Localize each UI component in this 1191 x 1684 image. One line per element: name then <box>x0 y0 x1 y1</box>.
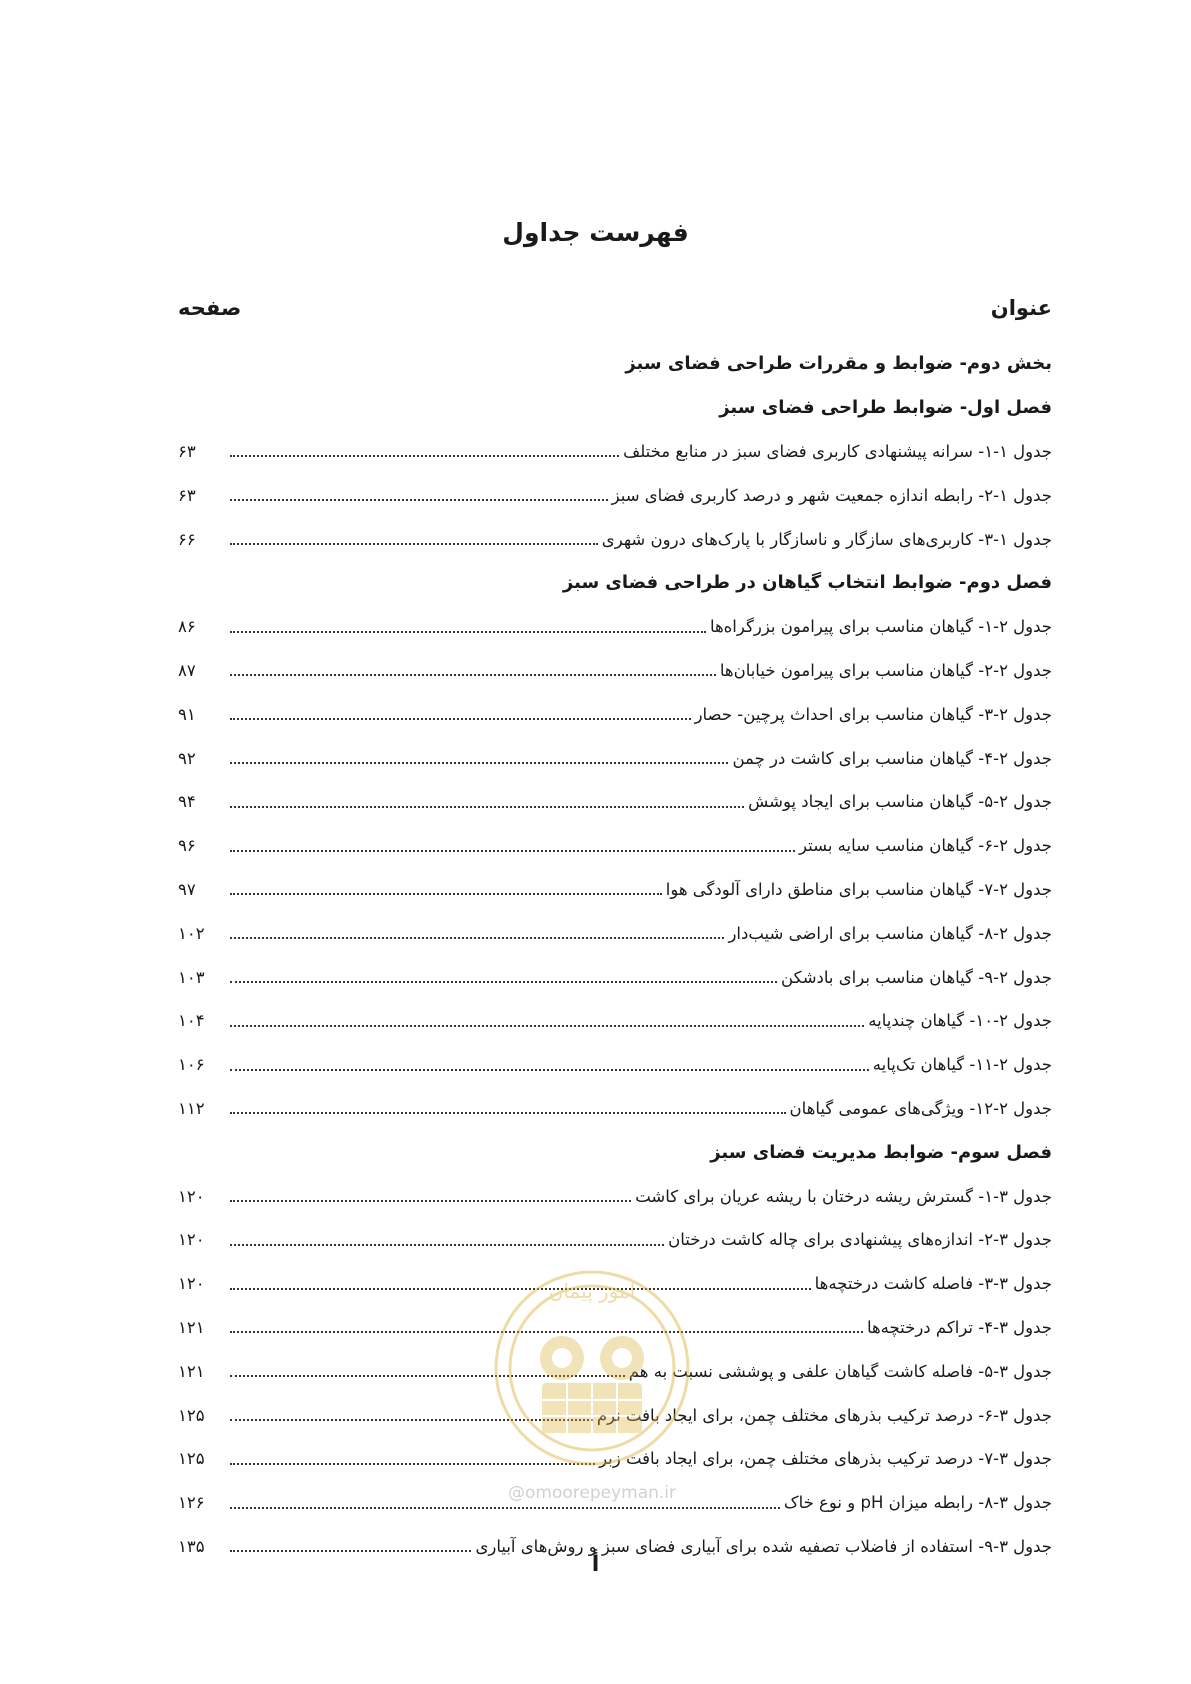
entry-title: جدول ۲-۷- گیاهان مناسب برای مناطق دارای آلودگی هوا <box>665 879 1052 899</box>
entry-page-number: ۹۷ <box>178 879 196 899</box>
entry-title: جدول ۳-۶- درصد ترکیب بذرهای مختلف چمن، برای ایجاد بافت نرم <box>596 1405 1052 1425</box>
entry-page-number: ۱۰۴ <box>178 1011 205 1031</box>
entry-title: جدول ۳-۳- فاصله کاشت درختچه‌ها <box>814 1274 1052 1294</box>
dot-leader <box>230 1375 625 1377</box>
dot-leader <box>230 806 744 808</box>
entry-title: جدول ۳-۴- تراکم درختچه‌ها <box>866 1317 1052 1337</box>
toc-entry <box>178 736 1052 780</box>
table-of-tables-list <box>178 342 1052 1568</box>
entry-title: جدول ۲-۹- گیاهان مناسب برای بادشکن <box>781 967 1052 987</box>
entry-title: جدول ۱-۲- رابطه اندازه جمعیت شهر و درصد کاربری فضای سبز <box>611 485 1052 505</box>
dot-leader <box>230 850 795 852</box>
dot-leader <box>230 455 619 457</box>
entry-page-number: ۱۲۵ <box>178 1449 205 1469</box>
dot-leader <box>230 937 724 939</box>
entry-page-number: ۱۰۳ <box>178 967 205 987</box>
dot-leader <box>230 1331 863 1333</box>
page-column-label: صفحه <box>178 296 242 320</box>
dot-leader <box>230 1507 780 1509</box>
dot-leader <box>230 499 608 501</box>
toc-entry <box>178 1481 1052 1525</box>
toc-entry <box>178 517 1052 561</box>
entry-title: جدول ۲-۱۲- ویژگی‌های عمومی گیاهان <box>789 1098 1052 1118</box>
entry-title: جدول ۲-۵- گیاهان مناسب برای ایجاد پوشش <box>748 792 1052 812</box>
toc-entry <box>178 1306 1052 1350</box>
toc-entry <box>178 824 1052 868</box>
entry-page-number: ۸۶ <box>178 617 196 637</box>
entry-page-number: ۱۳۵ <box>178 1536 205 1556</box>
dot-leader <box>230 1419 593 1421</box>
toc-entry <box>178 911 1052 955</box>
entry-title: جدول ۲-۳- گیاهان مناسب برای احداث پرچین- حصار <box>694 704 1052 724</box>
toc-entry <box>178 473 1052 517</box>
entry-title: جدول ۳-۸- رابطه میزان pH و نوع خاک <box>783 1493 1052 1513</box>
entry-page-number: ۱۲۱ <box>178 1317 205 1337</box>
dot-leader <box>230 1112 786 1114</box>
entry-title: جدول ۱-۳- کاربری‌های سازگار و ناسازگار با پارک‌های درون شهری <box>601 529 1052 549</box>
entry-page-number: ۱۲۵ <box>178 1405 205 1425</box>
page-number: أ <box>591 1552 600 1577</box>
entry-title: جدول ۲-۱۱- گیاهان تک‌پایه <box>872 1055 1052 1075</box>
dot-leader <box>230 1288 811 1290</box>
dot-leader <box>230 893 662 895</box>
dot-leader <box>230 543 598 545</box>
entry-title: جدول ۲-۲- گیاهان مناسب برای پیرامون خیابان‌ها <box>719 660 1052 680</box>
entry-title: جدول ۲-۶- گیاهان مناسب سایه بستر <box>799 836 1052 856</box>
dot-leader <box>230 674 716 676</box>
watermark-url: @omoorepeyman.ir <box>507 1483 677 1503</box>
toc-entry <box>178 955 1052 999</box>
entry-page-number: ۹۶ <box>178 836 196 856</box>
entry-page-number: ۸۷ <box>178 660 196 680</box>
entry-title: جدول ۳-۲- اندازه‌های پیشنهادی برای چاله کاشت درختان <box>668 1230 1052 1250</box>
dot-leader <box>230 1025 864 1027</box>
toc-entry <box>178 1437 1052 1481</box>
entry-page-number: ۱۲۶ <box>178 1493 205 1513</box>
entry-page-number: ۶۶ <box>178 529 196 549</box>
entry-page-number: ۱۱۲ <box>178 1098 205 1118</box>
title-column-label: عنوان <box>990 296 1052 320</box>
entry-title: جدول ۲-۱- گیاهان مناسب برای پیرامون بزرگراه‌ها <box>709 617 1052 637</box>
entry-page-number: ۱۲۱ <box>178 1361 205 1381</box>
dot-leader <box>230 718 691 720</box>
section-heading: فصل دوم- ضوابط انتخاب گیاهان در طراحی فضای سبز <box>562 572 1052 594</box>
entry-page-number: ۱۲۰ <box>178 1274 205 1294</box>
watermark-arc-text: امور پیمان <box>548 1279 636 1303</box>
entry-page-number: ۱۲۰ <box>178 1186 205 1206</box>
toc-entry <box>178 1087 1052 1131</box>
entry-page-number: ۹۱ <box>178 704 196 724</box>
entry-title: جدول ۲-۸- گیاهان مناسب برای اراضی شیب‌دار <box>728 923 1052 943</box>
toc-entry <box>178 1218 1052 1262</box>
dot-leader <box>230 762 728 764</box>
toc-entry <box>178 1174 1052 1218</box>
entry-page-number: ۹۲ <box>178 748 196 768</box>
entry-title: جدول ۳-۵- فاصله کاشت گیاهان علفی و پوششی نسبت به هم <box>628 1361 1052 1381</box>
entry-page-number: ۱۰۶ <box>178 1055 205 1075</box>
entry-title: جدول ۳-۹- استفاده از فاضلاب تصفیه شده برای آبیاری فضای سبز و روش‌های آبیاری <box>475 1536 1052 1556</box>
entry-title: جدول ۲-۱۰- گیاهان چندپایه <box>868 1011 1052 1031</box>
entry-page-number: ۹۴ <box>178 792 196 812</box>
section-heading: بخش دوم- ضوابط و مقررات طراحی فضای سبز <box>625 353 1052 375</box>
toc-entry <box>178 1349 1052 1393</box>
entry-title: جدول ۳-۷- درصد ترکیب بذرهای مختلف چمن، برای ایجاد بافت زبر <box>599 1449 1052 1469</box>
toc-entry <box>178 649 1052 693</box>
section-heading: فصل سوم- ضوابط مدیریت فضای سبز <box>710 1141 1052 1163</box>
entry-title: جدول ۲-۴- گیاهان مناسب برای کاشت در چمن <box>732 748 1052 768</box>
toc-entry <box>178 1043 1052 1087</box>
entry-page-number: ۶۳ <box>178 485 196 505</box>
toc-entry <box>178 1262 1052 1306</box>
entry-title: جدول ۱-۱- سرانه پیشنهادی کاربری فضای سبز در منابع مختلف <box>623 441 1052 461</box>
toc-entry <box>178 692 1052 736</box>
dot-leader <box>230 631 706 633</box>
toc-entry <box>178 999 1052 1043</box>
dot-leader <box>230 1200 631 1202</box>
dot-leader <box>230 1463 595 1465</box>
toc-entry <box>178 430 1052 474</box>
column-headers <box>178 296 1052 320</box>
section-heading: فصل اول- ضوابط طراحی فضای سبز <box>719 397 1052 419</box>
dot-leader <box>230 1244 664 1246</box>
toc-entry <box>178 868 1052 912</box>
entry-page-number: ۱۰۲ <box>178 923 205 943</box>
dot-leader <box>230 981 777 983</box>
entry-page-number: ۶۳ <box>178 441 196 461</box>
toc-entry <box>178 1393 1052 1437</box>
toc-entry <box>178 605 1052 649</box>
dot-leader <box>230 1069 869 1071</box>
entry-page-number: ۱۲۰ <box>178 1230 205 1250</box>
toc-entry <box>178 780 1052 824</box>
entry-title: جدول ۳-۱- گسترش ریشه درختان با ریشه عریان برای کاشت <box>635 1186 1052 1206</box>
page-title: فهرست جداول <box>502 218 689 247</box>
